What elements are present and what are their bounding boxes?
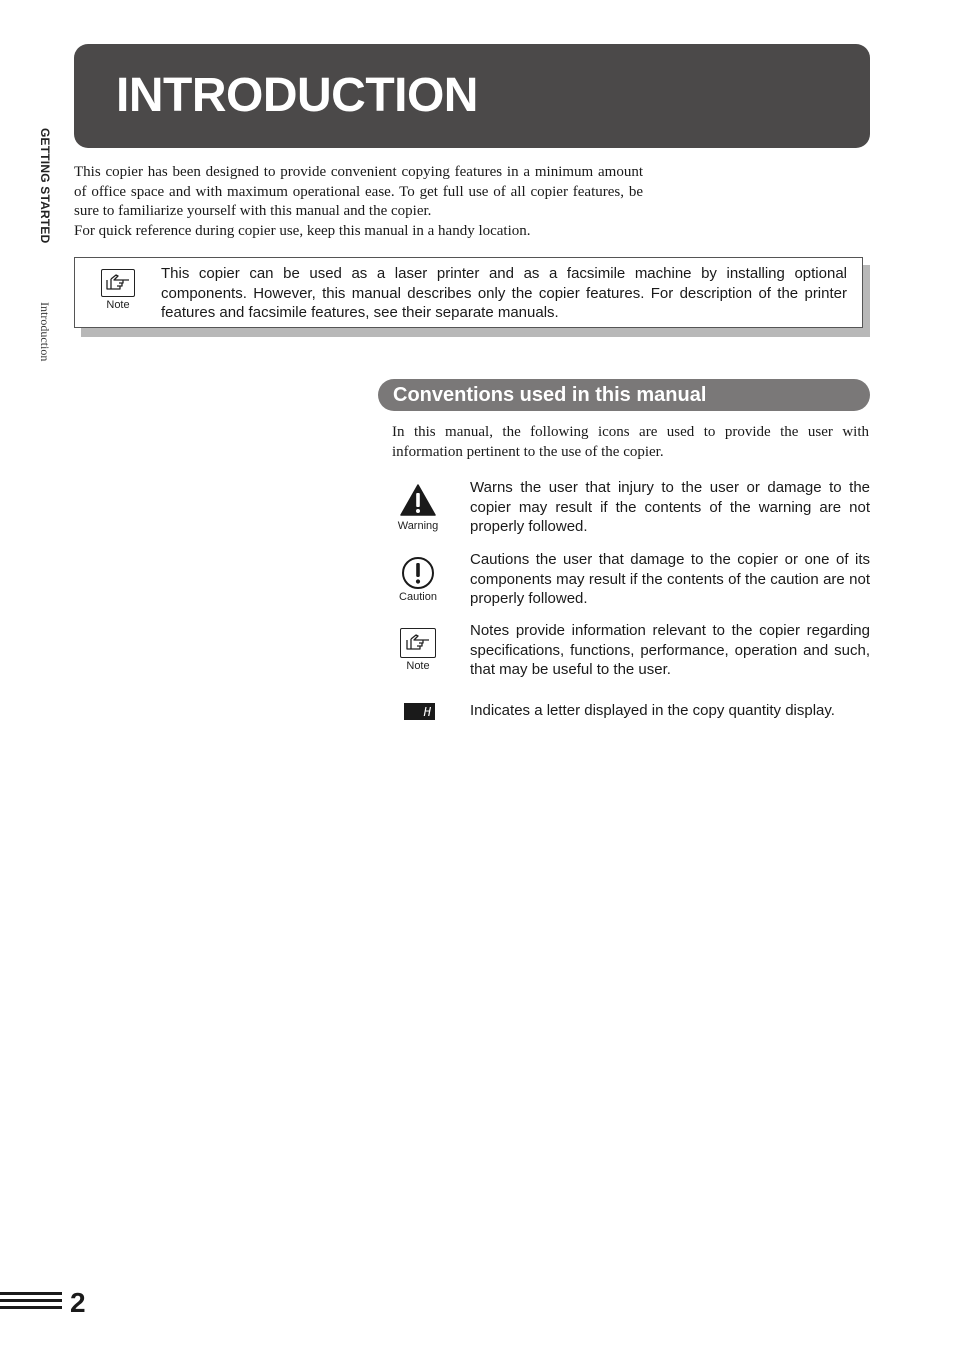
page-bar-1 <box>0 1292 62 1295</box>
note-icon-group-2 <box>392 628 444 672</box>
display-letter: H <box>423 704 431 719</box>
note-icon-group <box>99 269 137 311</box>
section-heading-bar <box>378 379 870 411</box>
section-intro-text: In this manual, the following icons are used to provide the user with information pertinent to the use of the copier. <box>392 424 869 460</box>
note-caption: Note <box>406 660 430 672</box>
caution-circle-icon <box>401 556 435 590</box>
warning-triangle-icon <box>399 483 437 517</box>
section-heading: Conventions used in this manual <box>393 384 707 406</box>
page-number: 2 <box>70 1287 86 1318</box>
caution-caption: Caution <box>399 591 437 603</box>
note-text: This copier can be used as a laser printer and as a facsimile machine by installing optional components. However, this manual describes only the copier features. For description of the printer features and facsimile features, see their separate manuals. <box>161 265 847 321</box>
caution-description: Cautions the user that damage to the copier or one of its components may result if the contents of the caution are not properly followed. <box>470 551 870 607</box>
title-banner <box>74 44 870 148</box>
page-bar-2 <box>0 1299 62 1302</box>
side-tab-subsection: Introduction <box>38 302 52 362</box>
note-description: Notes provide information relevant to the copier regarding specifications, functions, performance, operation and such, that may be useful to the user. <box>470 622 870 678</box>
intro-text <box>74 163 643 241</box>
intro-paragraph-2: For quick reference during copier use, keep this manual in a handy location. <box>74 222 531 239</box>
display-letter-icon <box>404 703 435 720</box>
side-tab-section: GETTING STARTED <box>38 128 52 244</box>
display-description: Indicates a letter displayed in the copy quantity display. <box>470 702 835 719</box>
intro-paragraph-1: This copier has been designed to provide convenient copying features in a minimum amount of office space and with maximum operational ease. To get full use of all copier features, be sure to familiarize yourself with this manual and the copier. <box>74 164 643 219</box>
page-title: INTRODUCTION <box>116 69 478 122</box>
caution-icon-group <box>392 556 444 603</box>
note-box <box>74 257 863 328</box>
page-number-bars <box>0 1292 62 1313</box>
pointing-hand-icon <box>101 269 135 297</box>
warning-caption: Warning <box>397 520 439 532</box>
convention-item-note <box>392 621 870 683</box>
page-bar-3 <box>0 1306 62 1309</box>
warning-icon-group <box>392 483 444 532</box>
convention-item-warning <box>392 478 870 540</box>
convention-item-caution <box>392 550 870 612</box>
warning-description: Warns the user that injury to the user or damage to the copier may result if the contents of the warning are not properly followed. <box>470 479 870 535</box>
note-icon-caption: Note <box>106 299 130 311</box>
convention-item-display <box>392 701 870 723</box>
pointing-hand-icon <box>400 628 436 658</box>
